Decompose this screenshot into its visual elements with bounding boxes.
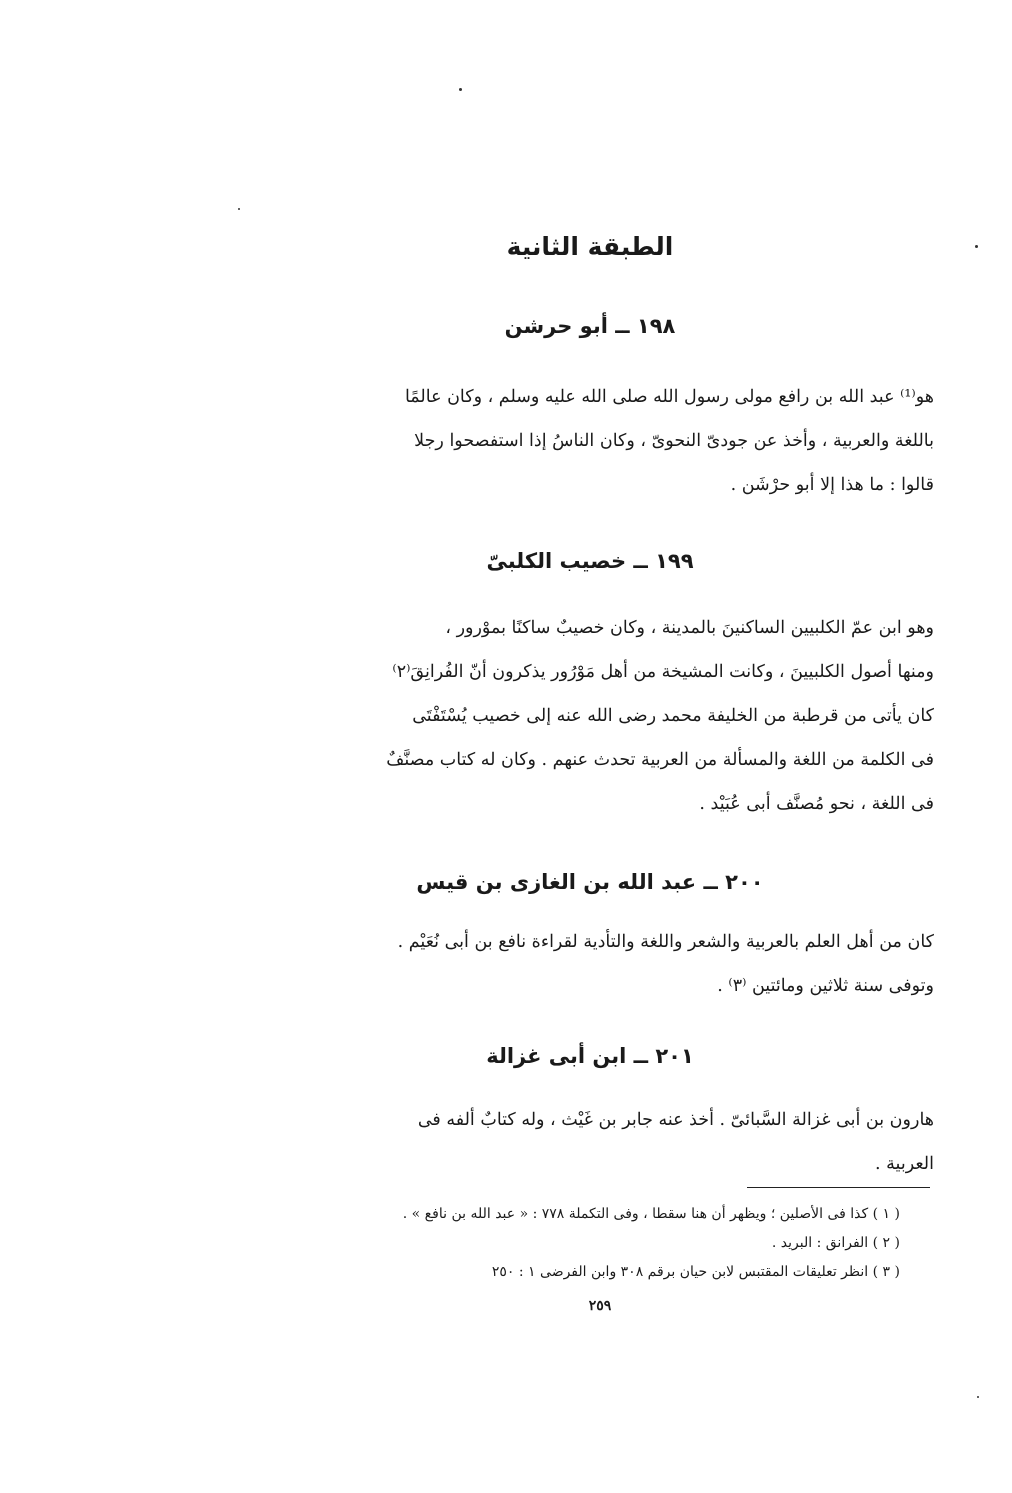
text-line: كان يأتى من قرطبة من الخليفة محمد رضى الله عنه إلى خصيب يُسْتَفْتَى (412, 706, 934, 726)
entry-heading-198: ١٩٨ ــ أبو حرشن (504, 314, 676, 338)
text-line: فى اللغة ، نحو مُصنَّف أبى عُبَيْد . (699, 794, 934, 814)
text-line: هو⁽¹⁾ عبد الله بن رافع مولى رسول الله صلى الله عليه وسلم ، وكان عالمًا (404, 387, 934, 407)
scan-speck (975, 245, 978, 248)
footnotes (270, 1200, 900, 1287)
scan-speck (977, 1396, 979, 1398)
section-title: الطبقة الثانية (506, 232, 674, 261)
entry-heading-201: ٢٠١ ــ ابن أبى غزالة (486, 1044, 694, 1068)
scan-speck (459, 88, 462, 91)
footnote-divider (747, 1187, 930, 1188)
text-line: كان من أهل العلم بالعربية والشعر واللغة والتأدية لقراءة نافع بن أبى نُعَيْم . (397, 932, 934, 952)
footnote-2: ( ٢ ) الفرانق : البريد . (771, 1235, 900, 1251)
entry-heading-199: ١٩٩ ــ خصيب الكلبىّ (486, 549, 694, 573)
text-line: فى الكلمة من اللغة والمسألة من العربية تحدث عنهم . وكان له كتاب مصنَّفٌ (386, 750, 934, 770)
page-number: ٢٥٩ (588, 1298, 612, 1314)
entry-text-199 (248, 606, 934, 826)
entry-text-201 (248, 1098, 934, 1186)
scan-speck (238, 208, 240, 210)
text-line: وتوفى سنة ثلاثين ومائتين ⁽٣⁾ . (717, 976, 934, 996)
text-line: وهو ابن عمّ الكلبيين الساكنينَ بالمدينة ، وكان خصيبٌ ساكنًا بموْرور ، (445, 618, 934, 638)
entry-text-200 (248, 920, 934, 1008)
entry-text-198 (248, 375, 934, 507)
text-line: قالوا : ما هذا إلا أبو حرْشَن . (730, 475, 934, 495)
text-line: باللغة والعربية ، وأخذ عن جودىّ النحوىّ ، وكان الناسُ إذا استفصحوا رجلا (414, 431, 934, 451)
text-line: ومنها أصول الكلبيينَ ، وكانت المشيخة من أهل مَوْرُور يذكرون أنّ الفُرانِقَ⁽٢⁾ (392, 662, 934, 682)
text-line: هارون بن أبى غزالة السَّبائىّ . أخذ عنه جابر بن غَيْث ، وله كتابٌ ألفه فى (417, 1110, 934, 1130)
footnote-3: ( ٣ ) انظر تعليقات المقتبس لابن حيان برقم ٣٠٨ وابن الفرضى ١ : ٢٥٠ (491, 1264, 900, 1280)
text-line: العربية . (875, 1154, 934, 1174)
entry-heading-200: ٢٠٠ ــ عبد الله بن الغازى بن قيس (416, 870, 764, 894)
footnote-1: ( ١ ) كذا فى الأصلين ؛ ويظهر أن هنا سقطا ، وفى التكملة ٧٧٨ : « عبد الله بن نافع » . (402, 1206, 900, 1222)
